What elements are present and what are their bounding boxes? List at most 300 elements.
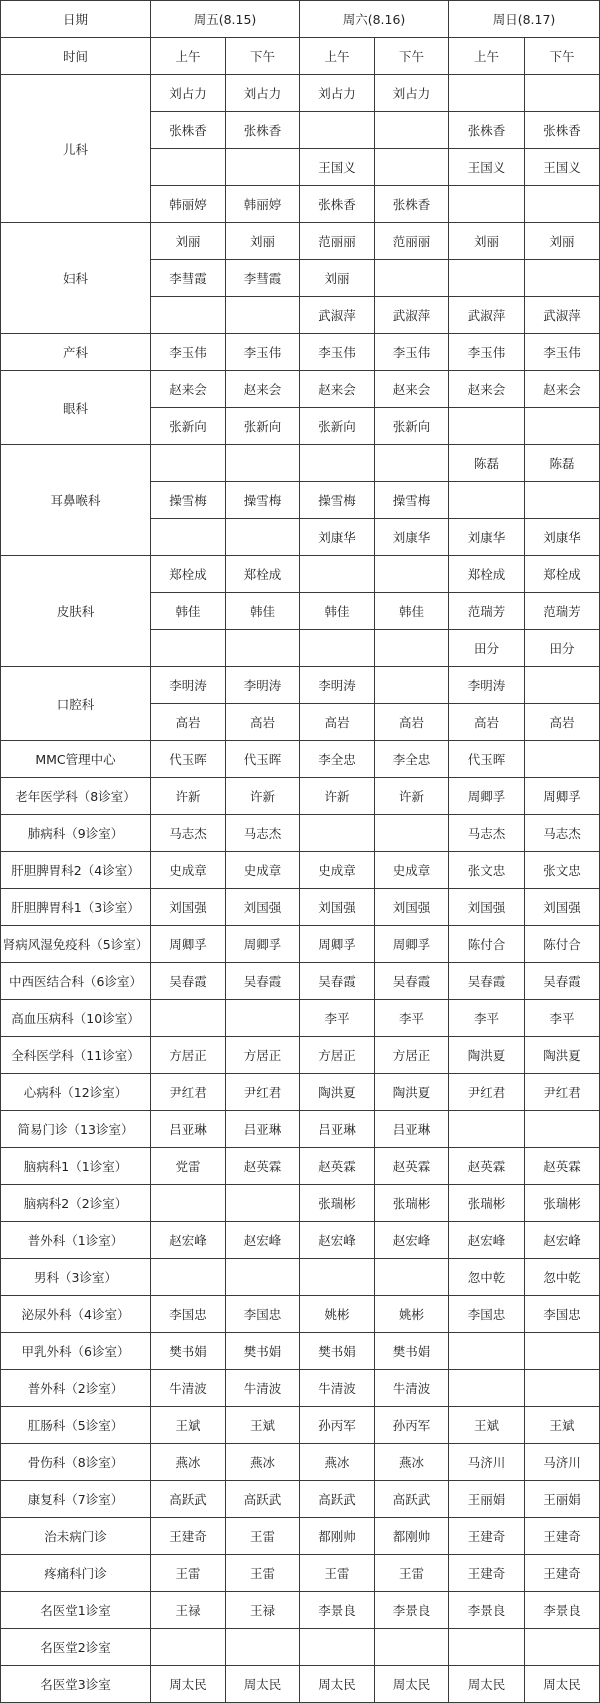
doctor-cell: 方居正: [226, 1037, 300, 1074]
table-row: [1, 926, 600, 963]
doctor-cell: 周卿孚: [449, 778, 525, 815]
doctor-cell: 李国忠: [525, 1296, 600, 1333]
doctor-cell: 马志杰: [226, 815, 300, 852]
doctor-cell: [449, 1333, 525, 1370]
doctor-cell: 武淑萍: [375, 297, 449, 334]
doctor-cell: 马志杰: [525, 815, 600, 852]
doctor-cell: 方居正: [300, 1037, 375, 1074]
doctor-cell: 王丽娟: [449, 1481, 525, 1518]
department-name: 全科医学科（11诊室）: [1, 1037, 151, 1074]
doctor-cell: 燕冰: [375, 1444, 449, 1481]
period-header: 下午: [375, 38, 449, 75]
doctor-cell: 刘国强: [525, 889, 600, 926]
doctor-cell: 许新: [300, 778, 375, 815]
doctor-cell: 牛清波: [226, 1370, 300, 1407]
department-name: 皮肤科: [1, 556, 151, 667]
department-name: 脑病科2（2诊室）: [1, 1185, 151, 1222]
doctor-cell: [151, 1629, 226, 1666]
department-name: 中西医结合科（6诊室）: [1, 963, 151, 1000]
doctor-cell: [226, 1259, 300, 1296]
doctor-cell: 吴春霞: [300, 963, 375, 1000]
doctor-cell: 许新: [226, 778, 300, 815]
doctor-cell: 刘占力: [151, 75, 226, 112]
doctor-cell: 刘国强: [226, 889, 300, 926]
day-header-sat: 周六(8.16): [300, 1, 449, 38]
doctor-cell: 李玉伟: [151, 334, 226, 371]
doctor-cell: 陶洪夏: [449, 1037, 525, 1074]
doctor-cell: 武淑萍: [300, 297, 375, 334]
table-row: [1, 1037, 600, 1074]
doctor-cell: 刘占力: [300, 75, 375, 112]
doctor-cell: [449, 1629, 525, 1666]
header-row-dates: [1, 1, 600, 38]
doctor-cell: 吕亚琳: [375, 1111, 449, 1148]
period-header: 下午: [525, 38, 600, 75]
doctor-cell: [226, 630, 300, 667]
doctor-cell: [226, 445, 300, 482]
doctor-cell: 田分: [449, 630, 525, 667]
doctor-cell: 燕冰: [226, 1444, 300, 1481]
table-row: [1, 445, 600, 482]
doctor-cell: 王雷: [300, 1555, 375, 1592]
doctor-cell: 方居正: [375, 1037, 449, 1074]
department-name: 心病科（12诊室）: [1, 1074, 151, 1111]
doctor-cell: 姚彬: [300, 1296, 375, 1333]
doctor-cell: 王建奇: [449, 1555, 525, 1592]
table-row: [1, 1518, 600, 1555]
doctor-cell: 王雷: [226, 1518, 300, 1555]
doctor-cell: 尹红君: [449, 1074, 525, 1111]
doctor-cell: [525, 1333, 600, 1370]
doctor-cell: 方居正: [151, 1037, 226, 1074]
doctor-cell: 樊书娟: [226, 1333, 300, 1370]
time-label: 时间: [1, 38, 151, 75]
header-row-periods: [1, 38, 600, 75]
table-row: [1, 889, 600, 926]
doctor-cell: 王斌: [226, 1407, 300, 1444]
doctor-cell: 李景良: [375, 1592, 449, 1629]
doctor-cell: 陶洪夏: [300, 1074, 375, 1111]
doctor-cell: 史成章: [151, 852, 226, 889]
doctor-cell: [525, 1370, 600, 1407]
table-row: [1, 1259, 600, 1296]
department-name: 肝胆脾胃科2（4诊室）: [1, 852, 151, 889]
doctor-cell: 赵英霖: [525, 1148, 600, 1185]
doctor-cell: 张株香: [525, 112, 600, 149]
doctor-cell: 范丽丽: [300, 223, 375, 260]
doctor-cell: 樊书娟: [300, 1333, 375, 1370]
doctor-cell: 高岩: [151, 704, 226, 741]
doctor-cell: 张瑞彬: [449, 1185, 525, 1222]
doctor-cell: 马志杰: [449, 815, 525, 852]
doctor-cell: 李彗霞: [226, 260, 300, 297]
doctor-cell: [525, 741, 600, 778]
doctor-cell: [525, 1629, 600, 1666]
table-row: [1, 1222, 600, 1259]
table-row: [1, 1111, 600, 1148]
doctor-cell: 韩佳: [375, 593, 449, 630]
doctor-cell: 王建奇: [151, 1518, 226, 1555]
doctor-cell: 刘康华: [375, 519, 449, 556]
doctor-cell: 李全忠: [375, 741, 449, 778]
doctor-cell: 马志杰: [151, 815, 226, 852]
doctor-cell: 吴春霞: [151, 963, 226, 1000]
doctor-cell: 刘占力: [375, 75, 449, 112]
doctor-cell: [151, 149, 226, 186]
doctor-cell: 赵宏峰: [300, 1222, 375, 1259]
doctor-cell: 李景良: [449, 1592, 525, 1629]
doctor-cell: 王雷: [151, 1555, 226, 1592]
schedule-body: [1, 1, 600, 1703]
doctor-cell: 赵来会: [226, 371, 300, 408]
doctor-cell: 刘丽: [525, 223, 600, 260]
doctor-cell: 周太民: [151, 1666, 226, 1703]
doctor-cell: 张株香: [375, 186, 449, 223]
doctor-cell: 赵来会: [300, 371, 375, 408]
doctor-cell: 张文忠: [449, 852, 525, 889]
doctor-cell: 李玉伟: [449, 334, 525, 371]
table-row: [1, 1592, 600, 1629]
doctor-cell: 武淑萍: [449, 297, 525, 334]
doctor-cell: [226, 1629, 300, 1666]
doctor-cell: [300, 445, 375, 482]
doctor-cell: 李玉伟: [300, 334, 375, 371]
doctor-cell: 忽中乾: [525, 1259, 600, 1296]
doctor-cell: 李国忠: [226, 1296, 300, 1333]
doctor-cell: 李国忠: [151, 1296, 226, 1333]
period-header: 下午: [226, 38, 300, 75]
doctor-cell: 韩丽婷: [226, 186, 300, 223]
doctor-cell: 张株香: [300, 186, 375, 223]
doctor-cell: 李玉伟: [525, 334, 600, 371]
doctor-cell: [300, 630, 375, 667]
doctor-cell: 高岩: [449, 704, 525, 741]
doctor-cell: [375, 1629, 449, 1666]
doctor-cell: 王建奇: [525, 1518, 600, 1555]
department-name: 肺病科（9诊室）: [1, 815, 151, 852]
doctor-cell: 姚彬: [375, 1296, 449, 1333]
doctor-cell: 高岩: [300, 704, 375, 741]
department-name: 口腔科: [1, 667, 151, 741]
doctor-cell: 许新: [151, 778, 226, 815]
doctor-cell: 赵宏峰: [449, 1222, 525, 1259]
doctor-cell: [525, 186, 600, 223]
doctor-cell: [449, 1111, 525, 1148]
doctor-cell: 吕亚琳: [151, 1111, 226, 1148]
doctor-cell: 张瑞彬: [525, 1185, 600, 1222]
doctor-cell: 吴春霞: [525, 963, 600, 1000]
doctor-cell: 尹红君: [226, 1074, 300, 1111]
doctor-cell: 韩佳: [226, 593, 300, 630]
doctor-cell: 刘康华: [449, 519, 525, 556]
doctor-cell: 高岩: [525, 704, 600, 741]
table-row: [1, 778, 600, 815]
doctor-cell: 刘国强: [300, 889, 375, 926]
doctor-cell: 周卿孚: [226, 926, 300, 963]
doctor-cell: 李明涛: [300, 667, 375, 704]
doctor-cell: 陈付合: [449, 926, 525, 963]
doctor-cell: 李平: [449, 1000, 525, 1037]
department-name: 肾病风湿免疫科（5诊室）: [1, 926, 151, 963]
doctor-cell: 刘丽: [226, 223, 300, 260]
doctor-cell: 周太民: [300, 1666, 375, 1703]
doctor-cell: 李景良: [300, 1592, 375, 1629]
day-header-fri: 周五(8.15): [151, 1, 300, 38]
doctor-cell: 吴春霞: [449, 963, 525, 1000]
doctor-cell: 代玉晖: [449, 741, 525, 778]
doctor-cell: 陈磊: [449, 445, 525, 482]
doctor-cell: 张株香: [226, 112, 300, 149]
doctor-cell: [525, 260, 600, 297]
doctor-cell: 吕亚琳: [226, 1111, 300, 1148]
doctor-cell: [375, 260, 449, 297]
doctor-cell: 武淑萍: [525, 297, 600, 334]
doctor-cell: 郑栓成: [449, 556, 525, 593]
doctor-cell: 张株香: [449, 112, 525, 149]
department-name: 肝胆脾胃科1（3诊室）: [1, 889, 151, 926]
table-row: [1, 1148, 600, 1185]
doctor-cell: 王国义: [300, 149, 375, 186]
doctor-cell: 李明涛: [151, 667, 226, 704]
doctor-cell: 张文忠: [525, 852, 600, 889]
doctor-cell: [375, 445, 449, 482]
doctor-cell: 周卿孚: [151, 926, 226, 963]
department-name: MMC管理中心: [1, 741, 151, 778]
doctor-cell: 周太民: [226, 1666, 300, 1703]
department-name: 肛肠科（5诊室）: [1, 1407, 151, 1444]
doctor-cell: [375, 112, 449, 149]
doctor-cell: 王国义: [449, 149, 525, 186]
doctor-cell: 赵宏峰: [375, 1222, 449, 1259]
doctor-cell: 周卿孚: [525, 778, 600, 815]
doctor-cell: 李彗霞: [151, 260, 226, 297]
doctor-cell: [525, 482, 600, 519]
doctor-cell: 周太民: [525, 1666, 600, 1703]
doctor-cell: 王斌: [151, 1407, 226, 1444]
doctor-cell: 李明涛: [226, 667, 300, 704]
table-row: [1, 1370, 600, 1407]
doctor-cell: [375, 556, 449, 593]
doctor-cell: [375, 1259, 449, 1296]
department-name: 高血压病科（10诊室）: [1, 1000, 151, 1037]
table-row: [1, 334, 600, 371]
table-row: [1, 1666, 600, 1703]
table-row: [1, 1185, 600, 1222]
doctor-cell: 张新向: [226, 408, 300, 445]
doctor-cell: 赵宏峰: [226, 1222, 300, 1259]
table-row: [1, 223, 600, 260]
doctor-cell: 燕冰: [151, 1444, 226, 1481]
table-row: [1, 667, 600, 704]
doctor-cell: [151, 297, 226, 334]
department-name: 泌尿外科（4诊室）: [1, 1296, 151, 1333]
doctor-cell: 赵英霖: [300, 1148, 375, 1185]
doctor-cell: 樊书娟: [375, 1333, 449, 1370]
doctor-cell: 刘丽: [449, 223, 525, 260]
doctor-cell: 史成章: [226, 852, 300, 889]
department-name: 普外科（2诊室）: [1, 1370, 151, 1407]
doctor-cell: 高跃武: [226, 1481, 300, 1518]
doctor-cell: 牛清波: [151, 1370, 226, 1407]
doctor-cell: [449, 1370, 525, 1407]
table-row: [1, 741, 600, 778]
doctor-cell: 李平: [525, 1000, 600, 1037]
department-name: 耳鼻喉科: [1, 445, 151, 556]
doctor-cell: 孙丙军: [300, 1407, 375, 1444]
doctor-cell: [226, 519, 300, 556]
doctor-cell: 周太民: [375, 1666, 449, 1703]
table-row: [1, 1407, 600, 1444]
doctor-cell: 马济川: [449, 1444, 525, 1481]
doctor-cell: 田分: [525, 630, 600, 667]
department-name: 甲乳外科（6诊室）: [1, 1333, 151, 1370]
doctor-cell: 张新向: [151, 408, 226, 445]
doctor-cell: 张株香: [151, 112, 226, 149]
doctor-cell: [300, 1259, 375, 1296]
doctor-cell: 韩佳: [151, 593, 226, 630]
doctor-cell: 高岩: [226, 704, 300, 741]
doctor-cell: 吴春霞: [375, 963, 449, 1000]
doctor-cell: 王禄: [226, 1592, 300, 1629]
doctor-cell: 刘国强: [151, 889, 226, 926]
doctor-cell: [449, 408, 525, 445]
table-row: [1, 1481, 600, 1518]
doctor-cell: [226, 1000, 300, 1037]
doctor-cell: 高岩: [375, 704, 449, 741]
table-row: [1, 1444, 600, 1481]
table-row: [1, 852, 600, 889]
doctor-cell: [449, 186, 525, 223]
doctor-cell: 周卿孚: [375, 926, 449, 963]
department-name: 普外科（1诊室）: [1, 1222, 151, 1259]
doctor-cell: 忽中乾: [449, 1259, 525, 1296]
doctor-cell: 牛清波: [300, 1370, 375, 1407]
doctor-cell: 范丽丽: [375, 223, 449, 260]
doctor-cell: 刘丽: [300, 260, 375, 297]
doctor-cell: [449, 482, 525, 519]
doctor-cell: [151, 519, 226, 556]
doctor-cell: 高跃武: [151, 1481, 226, 1518]
doctor-cell: 李明涛: [449, 667, 525, 704]
department-name: 男科（3诊室）: [1, 1259, 151, 1296]
doctor-cell: [525, 667, 600, 704]
day-header-sun: 周日(8.17): [449, 1, 600, 38]
doctor-cell: 王建奇: [525, 1555, 600, 1592]
doctor-cell: [300, 556, 375, 593]
doctor-cell: 赵来会: [151, 371, 226, 408]
doctor-cell: 刘丽: [151, 223, 226, 260]
doctor-cell: 郑栓成: [151, 556, 226, 593]
doctor-cell: 孙丙军: [375, 1407, 449, 1444]
doctor-cell: 赵英霖: [449, 1148, 525, 1185]
doctor-cell: [226, 297, 300, 334]
doctor-cell: 刘占力: [226, 75, 300, 112]
doctor-cell: 都刚帅: [375, 1518, 449, 1555]
doctor-cell: 李国忠: [449, 1296, 525, 1333]
department-name: 名医堂2诊室: [1, 1629, 151, 1666]
department-name: 骨伤科（8诊室）: [1, 1444, 151, 1481]
doctor-cell: 范瑞芳: [449, 593, 525, 630]
date-label: 日期: [1, 1, 151, 38]
doctor-cell: 尹红君: [525, 1074, 600, 1111]
doctor-cell: 史成章: [300, 852, 375, 889]
doctor-cell: 马济川: [525, 1444, 600, 1481]
doctor-cell: 周太民: [449, 1666, 525, 1703]
doctor-cell: 郑栓成: [525, 556, 600, 593]
department-name: 名医堂1诊室: [1, 1592, 151, 1629]
doctor-cell: 高跃武: [375, 1481, 449, 1518]
doctor-cell: 王禄: [151, 1592, 226, 1629]
doctor-cell: 刘国强: [375, 889, 449, 926]
doctor-cell: 吴春霞: [226, 963, 300, 1000]
doctor-cell: [151, 1000, 226, 1037]
doctor-cell: 李景良: [525, 1592, 600, 1629]
department-name: 治未病门诊: [1, 1518, 151, 1555]
doctor-cell: 韩佳: [300, 593, 375, 630]
doctor-cell: 李玉伟: [375, 334, 449, 371]
doctor-cell: [375, 149, 449, 186]
doctor-cell: 李平: [375, 1000, 449, 1037]
doctor-cell: [151, 630, 226, 667]
doctor-cell: 陶洪夏: [525, 1037, 600, 1074]
doctor-cell: 张瑞彬: [300, 1185, 375, 1222]
doctor-cell: 张新向: [300, 408, 375, 445]
table-row: [1, 1555, 600, 1592]
doctor-cell: 史成章: [375, 852, 449, 889]
doctor-cell: 赵来会: [449, 371, 525, 408]
doctor-cell: 尹红君: [151, 1074, 226, 1111]
doctor-cell: 操雪梅: [375, 482, 449, 519]
department-name: 妇科: [1, 223, 151, 334]
table-row: [1, 556, 600, 593]
table-row: [1, 1000, 600, 1037]
doctor-cell: 赵宏峰: [151, 1222, 226, 1259]
department-name: 脑病科1（1诊室）: [1, 1148, 151, 1185]
doctor-cell: 王建奇: [449, 1518, 525, 1555]
department-name: 康复科（7诊室）: [1, 1481, 151, 1518]
department-name: 眼科: [1, 371, 151, 445]
department-name: 产科: [1, 334, 151, 371]
doctor-cell: 王雷: [375, 1555, 449, 1592]
table-row: [1, 1629, 600, 1666]
doctor-cell: 操雪梅: [151, 482, 226, 519]
doctor-cell: 李玉伟: [226, 334, 300, 371]
doctor-cell: 李全忠: [300, 741, 375, 778]
doctor-cell: 操雪梅: [226, 482, 300, 519]
doctor-cell: 郑栓成: [226, 556, 300, 593]
doctor-cell: [300, 815, 375, 852]
department-name: 简易门诊（13诊室）: [1, 1111, 151, 1148]
doctor-cell: 刘康华: [300, 519, 375, 556]
doctor-cell: 陶洪夏: [375, 1074, 449, 1111]
doctor-cell: [525, 1111, 600, 1148]
doctor-cell: [375, 667, 449, 704]
table-row: [1, 371, 600, 408]
period-header: 上午: [151, 38, 226, 75]
doctor-cell: 张瑞彬: [375, 1185, 449, 1222]
table-row: [1, 963, 600, 1000]
doctor-cell: 王雷: [226, 1555, 300, 1592]
table-row: [1, 1074, 600, 1111]
department-name: 老年医学科（8诊室）: [1, 778, 151, 815]
doctor-cell: 刘康华: [525, 519, 600, 556]
doctor-cell: 范瑞芳: [525, 593, 600, 630]
doctor-cell: 赵英霖: [226, 1148, 300, 1185]
doctor-cell: [375, 630, 449, 667]
doctor-cell: [300, 1629, 375, 1666]
doctor-cell: 王斌: [525, 1407, 600, 1444]
doctor-cell: 操雪梅: [300, 482, 375, 519]
